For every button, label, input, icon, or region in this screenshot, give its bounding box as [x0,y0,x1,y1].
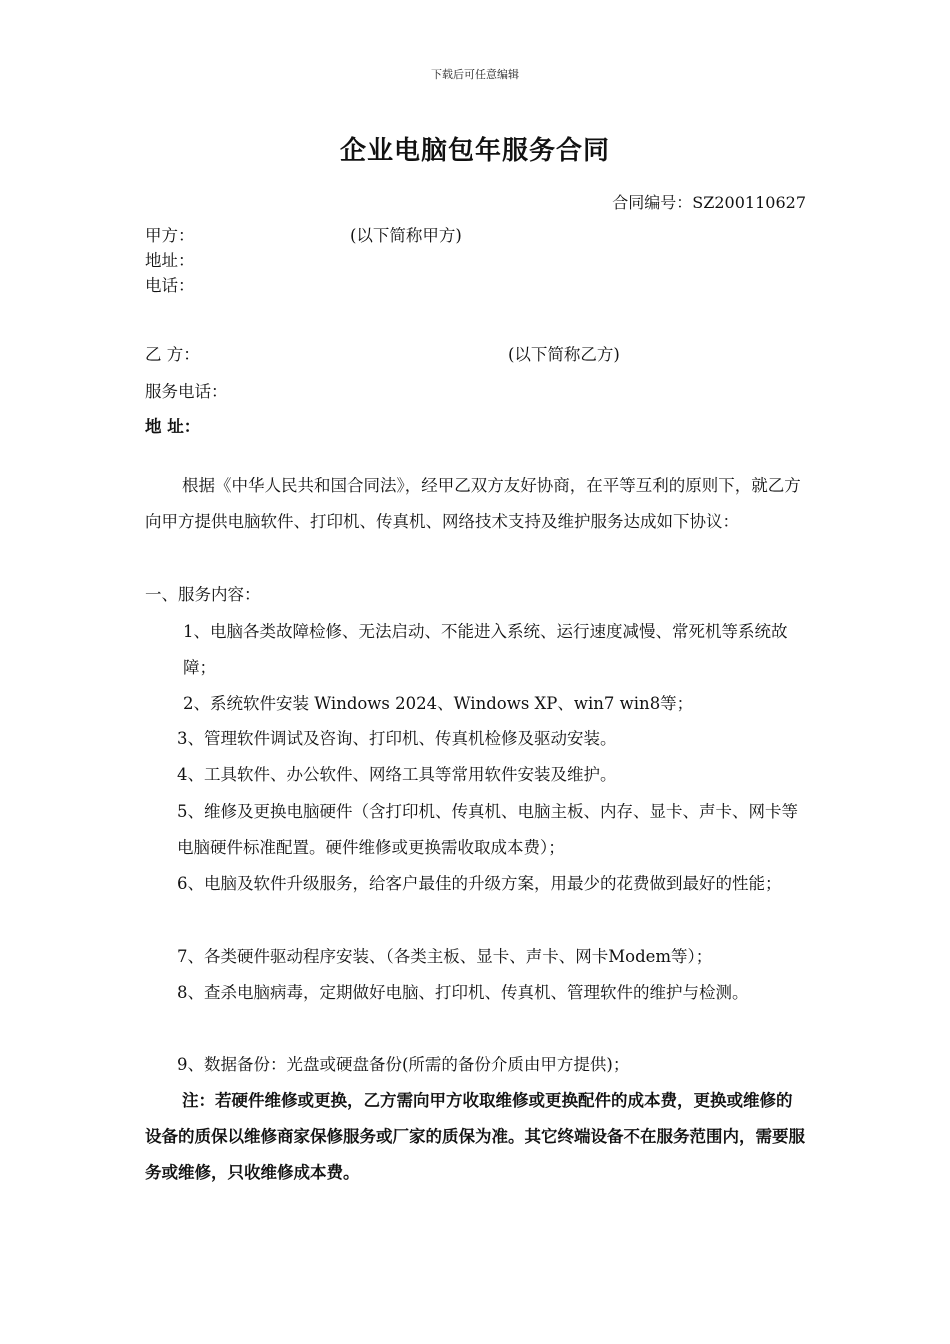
party-a-alias: (以下简称甲方) [350,226,462,245]
service-item-3: 3、管理软件调试及咨询、打印机、传真机检修及驱动安装。 [177,729,617,748]
service-item-9: 9、数据备份：光盘或硬盘备份(所需的备份介质由甲方提供)； [177,1055,630,1074]
party-a-label: 甲方： [145,226,195,245]
service-item-7: 7、各类硬件驱动程序安装、（各类主板、显卡、声卡、网卡Modem等）； [177,947,713,966]
service-item-1: 1、电脑各类故障检修、无法启动、不能进入系统、运行速度减慢、常死机等系统故障； [183,622,788,677]
party-b-address-label: 地 址： [145,417,201,436]
service-item-4: 4、工具软件、办公软件、网络工具等常用软件安装及维护。 [177,765,617,784]
contract-number: 合同编号：SZ200110627 [612,193,806,212]
service-item-6: 6、电脑及软件升级服务，给客户最佳的升级方案，用最少的花费做到最好的性能； [177,874,782,893]
service-item-2: 2、系统软件安装 Windows 2024、Windows XP、win7 win8等； [183,694,694,713]
party-b-label: 乙 方： [145,345,200,364]
party-a-address-label: 地址： [145,251,195,270]
party-b-alias: (以下简称乙方) [508,345,620,364]
service-item-5: 5、维修及更换电脑硬件（含打印机、传真机、电脑主板、内存、显卡、声卡、网卡等电脑硬件标准配置。硬件维修或更换需收取成本费）； [177,802,798,857]
service-item-8: 8、查杀电脑病毒，定期做好电脑、打印机、传真机、管理软件的维护与检测。 [177,983,749,1002]
preamble-paragraph: 根据《中华人民共和国合同法》，经甲乙双方友好协商，在平等互利的原则下，就乙方向甲方提供电脑软件、打印机、传真机、网络技术支持及维护服务达成如下协议： [145,476,801,531]
hardware-note: 注：若硬件维修或更换，乙方需向甲方收取维修或更换配件的成本费，更换或维修的设备的质保以维修商家保修服务或厂家的质保为准。其它终端设备不在服务范围内，需要服务或维修，只收维修成本费。 [145,1091,805,1182]
section-heading-service-content: 一、服务内容： [145,585,261,604]
party-a-phone-label: 电话： [145,276,195,295]
header-note: 下载后可任意编辑 [431,68,519,81]
party-b-service-phone-label: 服务电话： [145,382,228,401]
document-title: 企业电脑包年服务合同 [339,136,610,166]
